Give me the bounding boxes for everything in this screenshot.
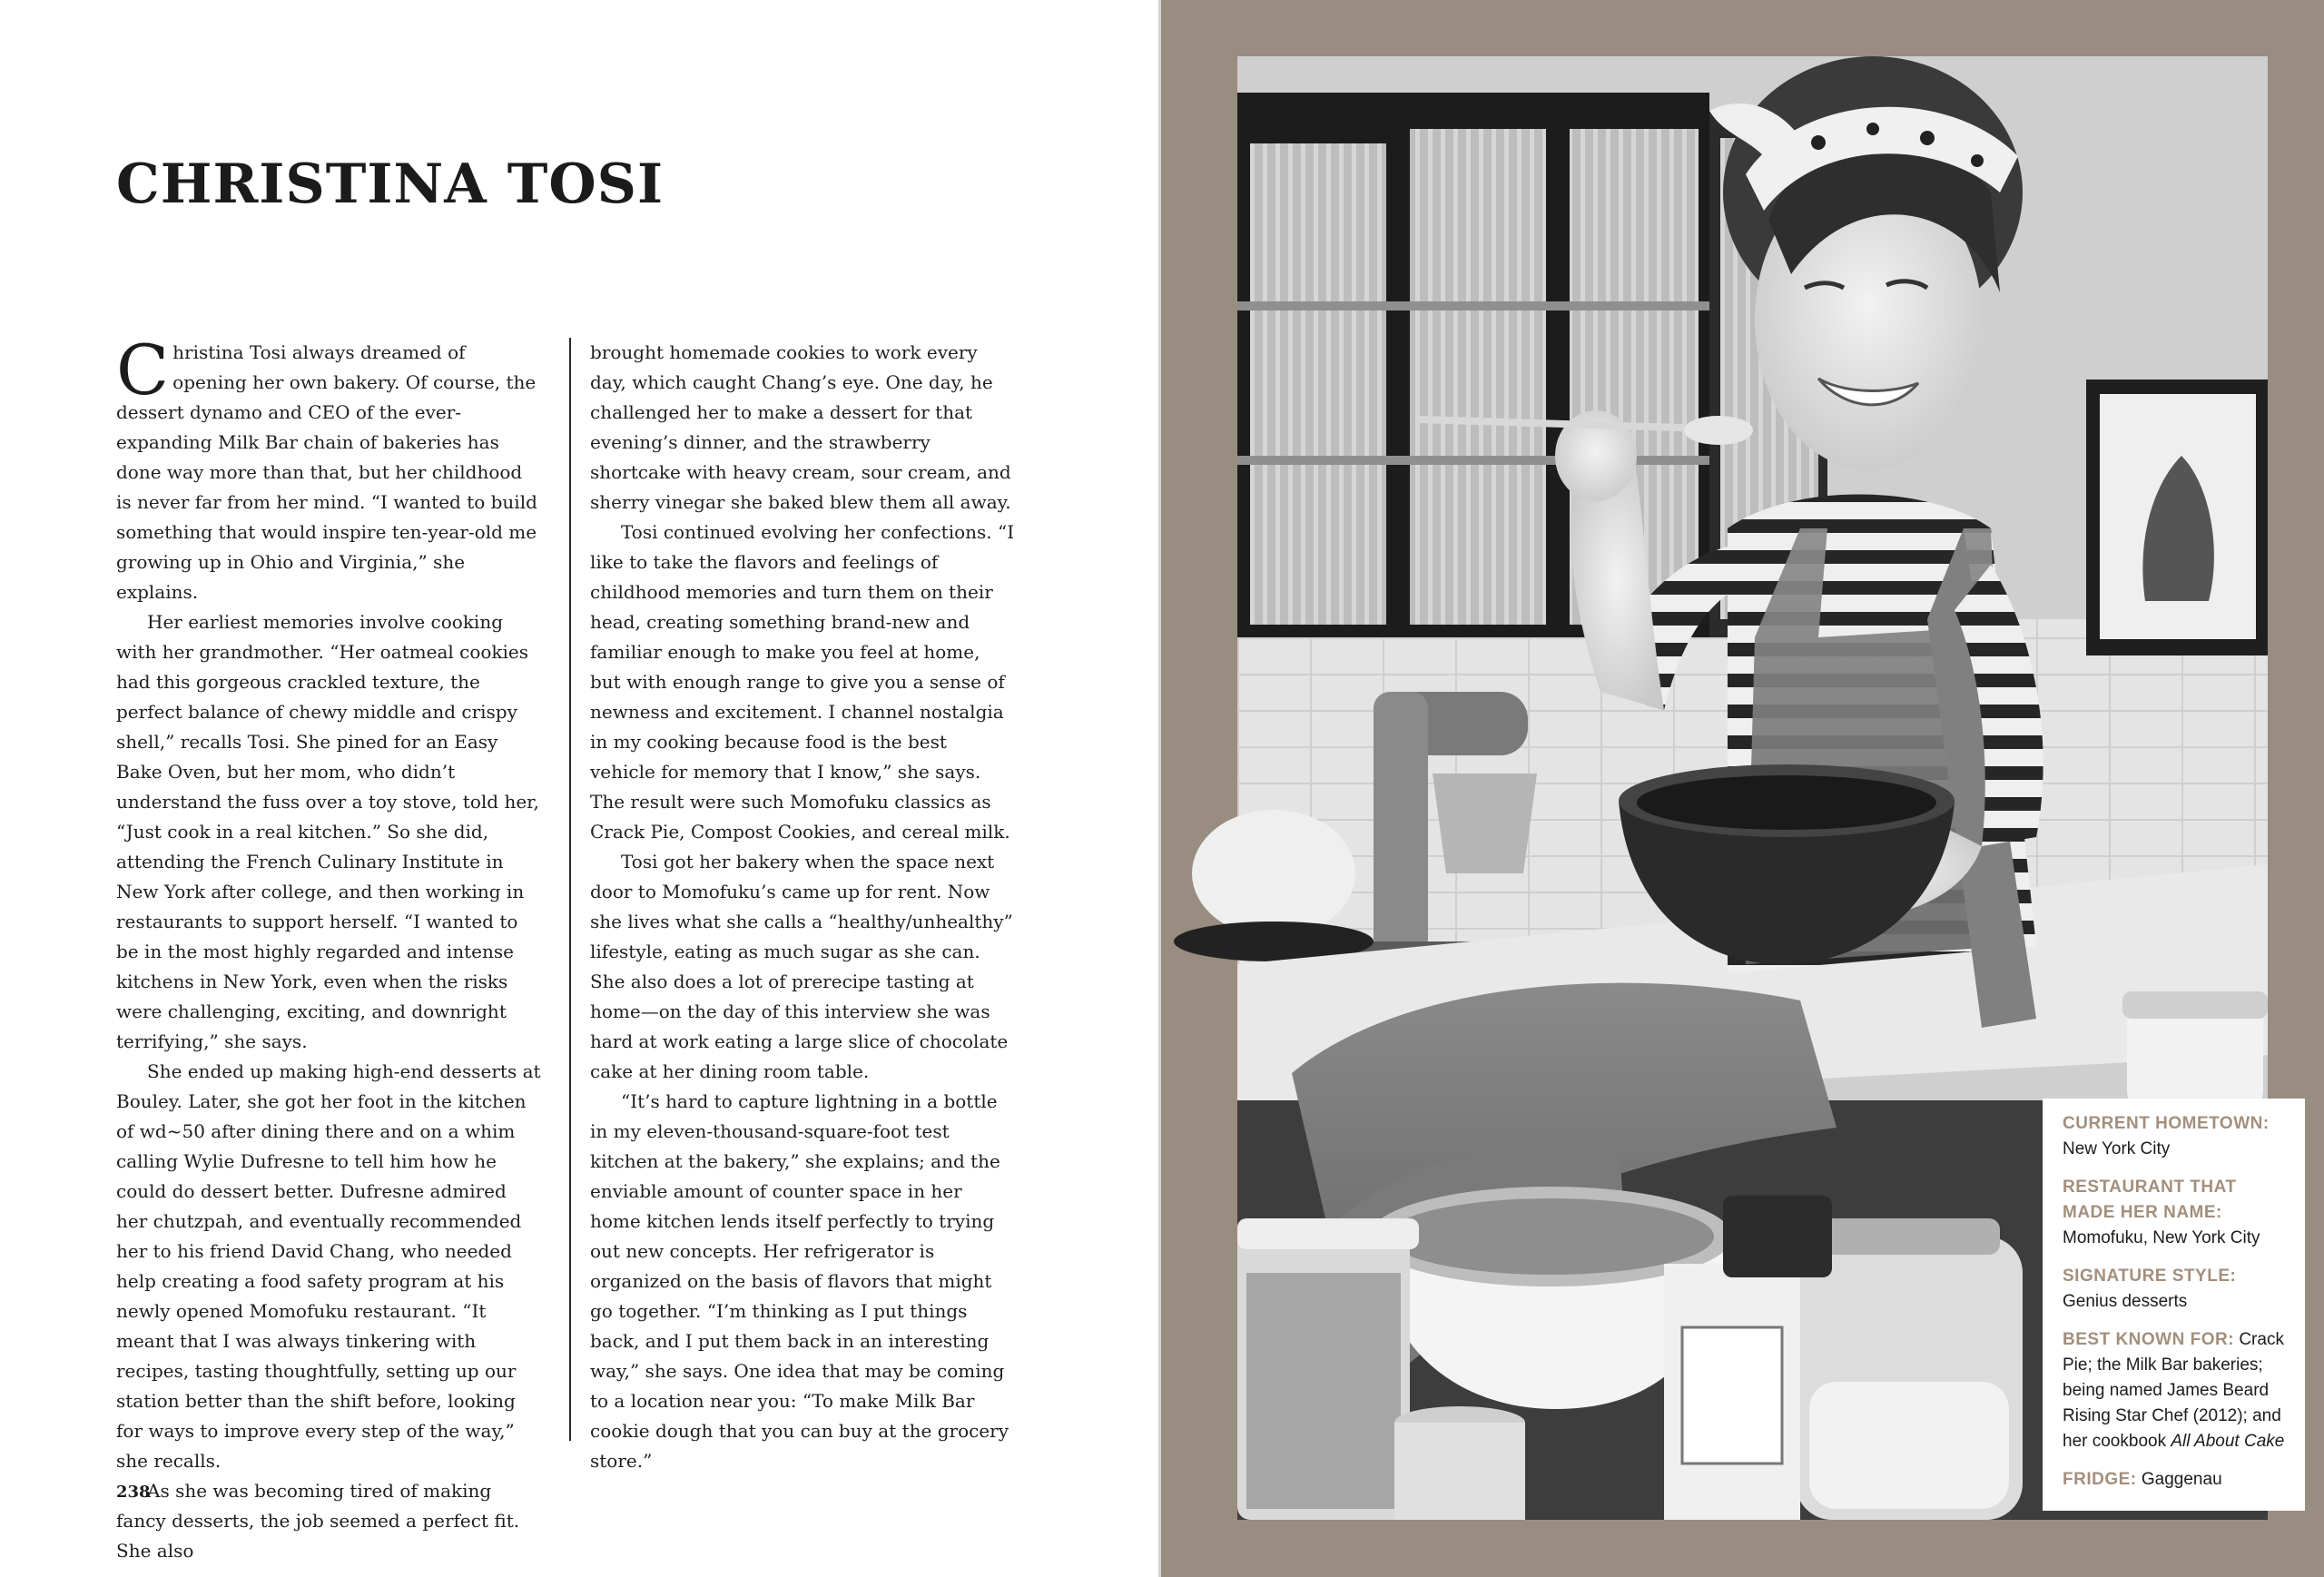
text-column-right — [590, 338, 1015, 1476]
fact-value: Momofuku, New York City — [2063, 1228, 2260, 1247]
paragraph: Tosi continued evolving her confections. “I like to take the flavors and feelings of childhood memories and turn them on their head, creating something brand-new and familiar enough to make you feel at home, but with enough range to give you a sense of newness and excitement. I channel nostalgia in my cooking because food is the best vehicle for memory that I know,” she says. The result were such Momofuku classics as Crack Pie, Compost Cookies, and cereal milk. — [590, 521, 1015, 843]
fact-label: SIGNATURE STYLE: — [2063, 1267, 2237, 1286]
fact-label: RESTAURANT THAT MADE HER NAME: — [2063, 1178, 2237, 1222]
fact-label: CURRENT HOMETOWN: — [2063, 1114, 2270, 1133]
chef-portrait-photo — [1237, 56, 2285, 1520]
fact-fridge — [2063, 1467, 2285, 1493]
fact-value: New York City — [2063, 1139, 2171, 1158]
paragraph: Her earliest memories involve cooking with her grandmother. “Her oatmeal cookies had this gorgeous crackled texture, the perfect balance of chewy middle and crispy shell,” recalls Tosi. She pined for an Easy Bake Oven, but her mom, who didn’t understand the fuss over a toy stove, told her, “Just cook in a real kitchen.” So she did, attending the French Culinary Institute in New York after college, and then working in restaurants to support herself. “I wanted to be in the most highly regarded and intense kitchens in New York, even when the risks were challenging, exciting, and downright terrifying,” she says. — [116, 611, 539, 1052]
fact-label: BEST KNOWN FOR: — [2063, 1330, 2235, 1349]
fact-value: Crack Pie; the Milk Bar bakeries; being named James Beard Rising Star Chef (2012); and her cookbook — [2063, 1330, 2284, 1451]
column-divider — [569, 338, 571, 1441]
fact-value: Genius desserts — [2063, 1292, 2188, 1311]
paragraph-continuation: brought homemade cookies to work every day, which caught Chang’s eye. One day, he challenged her to make a dessert for that evening’s dinner, and the strawberry shortcake with heavy cream, sour cream, and sherry vinegar she baked blew them all away. — [590, 341, 1011, 513]
fact-restaurant — [2063, 1175, 2285, 1251]
first-paragraph-text: hristina Tosi always dreamed of opening her own bakery. Of course, the dessert dynamo and CEO of the ever-expanding Milk Bar chain of bakeries has done way more than that, but her childhood is never far from her mind. “I wanted to build something that would inspire ten-year-old me growing up in Ohio and Virginia,” she explains. — [116, 341, 537, 603]
paragraph: As she was becoming tired of making fancy desserts, the job seemed a perfect fit. She also — [116, 1480, 520, 1562]
paragraph: Tosi got her bakery when the space next door to Momofuku’s came up for rent. Now she lives what she calls a “healthy/unhealthy” lifestyle, eating as much sugar as she can. She also does a lot of prerecipe tasting at home—on the day of this interview she was hard at work eating a large slice of chocolate cake at her dining room table. — [590, 851, 1013, 1082]
page-number: 238 — [116, 1483, 151, 1502]
fact-value: Gaggenau — [2141, 1470, 2222, 1489]
paragraph: She ended up making high-end desserts at Bouley. Later, she got her foot in the kitchen of wd~50 after dining there and on a whim calling Wylie Dufresne to tell him how he could do dessert better. Dufresne admired her chutzpah, and eventually recommended her to his friend David Chang, who needed help creating a food safety program at his newly opened Momofuku restaurant. “It meant that I was always tinkering with recipes, tasting thoughtfully, setting up our station better than the shift before, looking for ways to improve every step of the way,” she recalls. — [116, 1060, 541, 1472]
fact-known-for — [2063, 1327, 2285, 1454]
cookbook-title: All About Cake — [2171, 1432, 2285, 1451]
right-page — [1161, 0, 2324, 1577]
left-page — [0, 0, 1161, 1577]
paragraph: “It’s hard to capture lightning in a bottle in my eleven-thousand-square-foot test kitchen at the bakery,” she explains; and the enviable amount of counter space in her home kitchen lends itself perfectly to trying out new concepts. Her refrigerator is organized on the basis of flavors that might go together. “I’m thinking as I put things back, and I put them back in an interesting way,” she says. One idea that may be coming to a location near you: “To make Milk Bar cookie dough that you can buy at the grocery store.” — [590, 1090, 1009, 1472]
first-paragraph — [116, 330, 541, 607]
fact-label: FRIDGE: — [2063, 1470, 2137, 1489]
text-column-left — [116, 330, 541, 1566]
page-title: CHRISTINA TOSI — [116, 153, 665, 216]
drop-cap: C — [116, 330, 170, 410]
fact-style — [2063, 1264, 2285, 1315]
fact-hometown — [2063, 1111, 2285, 1162]
chef-fact-box — [2043, 1099, 2305, 1511]
